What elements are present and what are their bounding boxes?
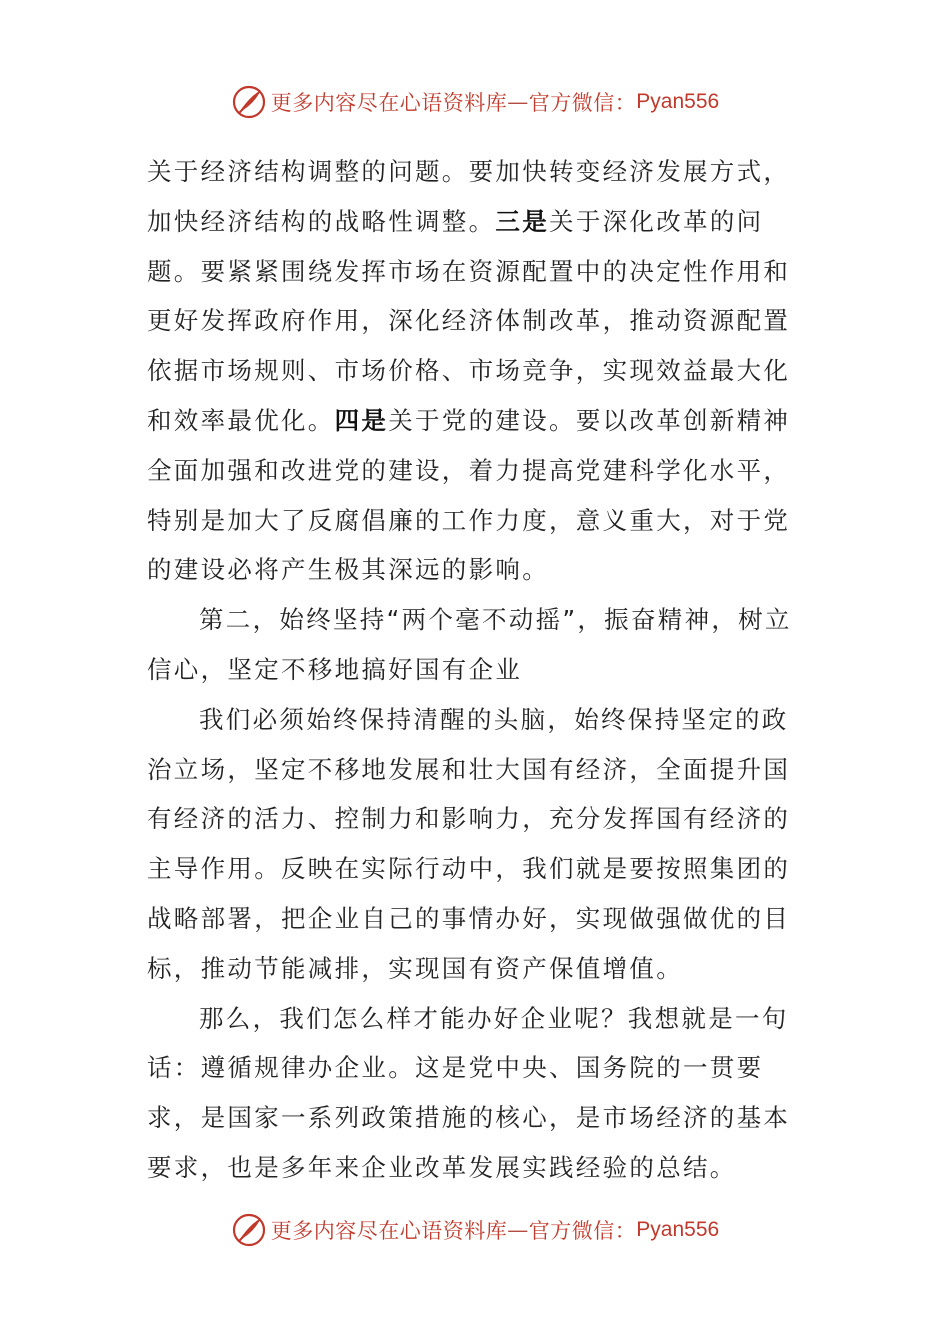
paragraph-text: 关于深化改革的问题。要紧紧围绕发挥市场在资源配置中的决定性作用和更好发挥政府作用，深化经济体制改革，推动资源配置依据市场规则、市场价格、市场竞争，实现效益最大化和效率最优化。 (147, 206, 791, 435)
paragraph-text: 第二，始终坚持“两个毫不动摇”，振奋精神，树立信心，坚定不移地搞好国有企业 (147, 605, 792, 684)
paragraph (147, 595, 807, 695)
paragraph (147, 994, 807, 1193)
banner-label: 官方微信： (528, 1219, 637, 1243)
banner-handle: Pyan556 (636, 1218, 720, 1241)
banner-dash: — (507, 90, 529, 114)
paragraph-text: 关于经济结构调整的问题。要加快转变经济发展方式，加快经济结构的战略性调整。 (147, 157, 791, 236)
header-banner (0, 82, 950, 122)
banner-text: 更多内容尽在心语资料库 (270, 1219, 508, 1243)
paragraph-text: 我们必须始终保持清醒的头脑，始终保持坚定的政治立场，坚定不移地发展和壮大国有经济，全面提升国有经济的活力、控制力和影响力，充分发挥国有经济的主导作用。反映在实际行动中，我们就是要按照集团的战略部署，把企业自己的事情办好，实现做强做优的目标，推动节能减排，实现国有资产保值增值。 (147, 704, 791, 983)
paragraph-text: 关于党的建设。要以改革创新精神全面加强和改进党的建设，着力提高党建科学化水平，特别是加大了反腐倡廉的工作力度，意义重大，对于党的建设必将产生极其深远的影响。 (147, 405, 791, 585)
banner-handle: Pyan556 (636, 90, 720, 113)
paragraph-text: 那么，我们怎么样才能办好企业呢？我想就是一句话：遵循规律办企业。这是党中央、国务院的一贯要求，是国家一系列政策措施的核心，是市场经济的基本要求，也是多年来企业改革发展实践经验的总结。 (147, 1003, 791, 1182)
paragraph (147, 147, 807, 595)
bold-lead: 四是 (334, 405, 389, 435)
bold-lead: 三是 (495, 206, 550, 236)
document-body (147, 147, 807, 1193)
footer-banner (0, 1210, 950, 1250)
quill-logo-icon (231, 84, 267, 120)
quill-logo-icon (231, 1212, 267, 1248)
paragraph (147, 695, 807, 994)
banner-label: 官方微信： (528, 91, 637, 115)
banner-text: 更多内容尽在心语资料库 (270, 91, 508, 115)
banner-dash: — (507, 1218, 529, 1242)
